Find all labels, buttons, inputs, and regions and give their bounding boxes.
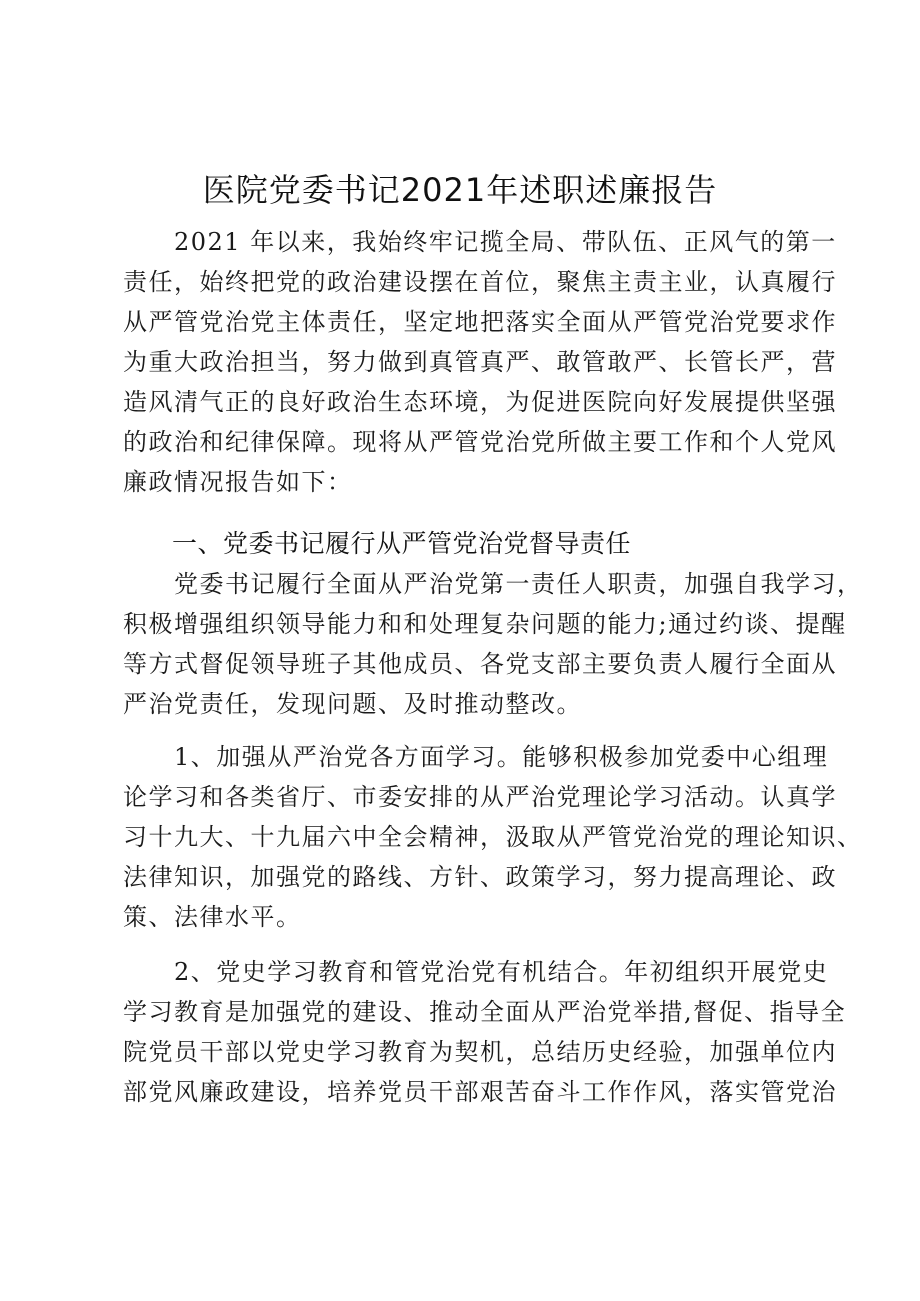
document-title: 医院党委书记2021年述职述廉报告 bbox=[202, 171, 718, 209]
paragraph-line: 责任，始终把党的政治建设摆在首位，聚焦主责主业，认真履行 bbox=[123, 268, 837, 296]
paragraph-line: 1、加强从严治党各方面学习。能够积极参加党委中心组理 bbox=[123, 743, 829, 771]
paragraph-line: 等方式督促领导班子其他成员、各党支部主要负责人履行全面从 bbox=[123, 650, 837, 678]
paragraph-line: 法律知识，加强党的路线、方针、政策学习，努力提高理论、政 bbox=[123, 863, 837, 891]
paragraph-line: 造风清气正的良好政治生态环境，为促进医院向好发展提供坚强 bbox=[123, 388, 837, 416]
paragraph-line: 严治党责任，发现问题、及时推动整改。 bbox=[123, 690, 582, 718]
paragraph-line: 院党员干部以党史学习教育为契机，总结历史经验，加强单位内 bbox=[123, 1038, 837, 1066]
item1-paragraph bbox=[123, 737, 863, 937]
paragraph-line: 论学习和各类省厅、市委安排的从严治党理论学习活动。认真学 bbox=[123, 783, 837, 811]
intro-paragraph bbox=[123, 222, 837, 502]
paragraph-line: 学习教育是加强党的建设、推动全面从严治党举措,督促、指导全 bbox=[123, 998, 847, 1026]
paragraph-line: 策、法律水平。 bbox=[123, 903, 302, 931]
section1-paragraph bbox=[123, 564, 863, 724]
paragraph-line: 部党风廉政建设，培养党员干部艰苦奋斗工作作风，落实管党治 bbox=[123, 1078, 837, 1106]
paragraph-line: 积极增强组织领导能力和和处理复杂问题的能力;通过约谈、提醒 bbox=[123, 610, 847, 638]
item2-paragraph bbox=[123, 952, 847, 1112]
paragraph-line: 2、党史学习教育和管党治党有机结合。年初组织开展党史 bbox=[123, 958, 829, 986]
paragraph-line: 习十九大、十九届六中全会精神，汲取从严管党治党的理论知识、 bbox=[123, 823, 863, 851]
paragraph-line: 2021 年以来，我始终牢记揽全局、带队伍、正风气的第一 bbox=[123, 228, 837, 256]
paragraph-line: 廉政情况报告如下： bbox=[123, 468, 353, 496]
paragraph-line: 的政治和纪律保障。现将从严管党治党所做主要工作和个人党风 bbox=[123, 428, 837, 456]
paragraph-line: 从严管党治党主体责任，坚定地把落实全面从严管党治党要求作 bbox=[123, 308, 837, 336]
paragraph-line: 为重大政治担当，努力做到真管真严、敢管敢严、长管长严，营 bbox=[123, 348, 837, 376]
paragraph-line: 党委书记履行全面从严治党第一责任人职责，加强自我学习， bbox=[123, 570, 863, 598]
section-heading: 一、党委书记履行从严管党治党督导责任 bbox=[172, 529, 632, 558]
